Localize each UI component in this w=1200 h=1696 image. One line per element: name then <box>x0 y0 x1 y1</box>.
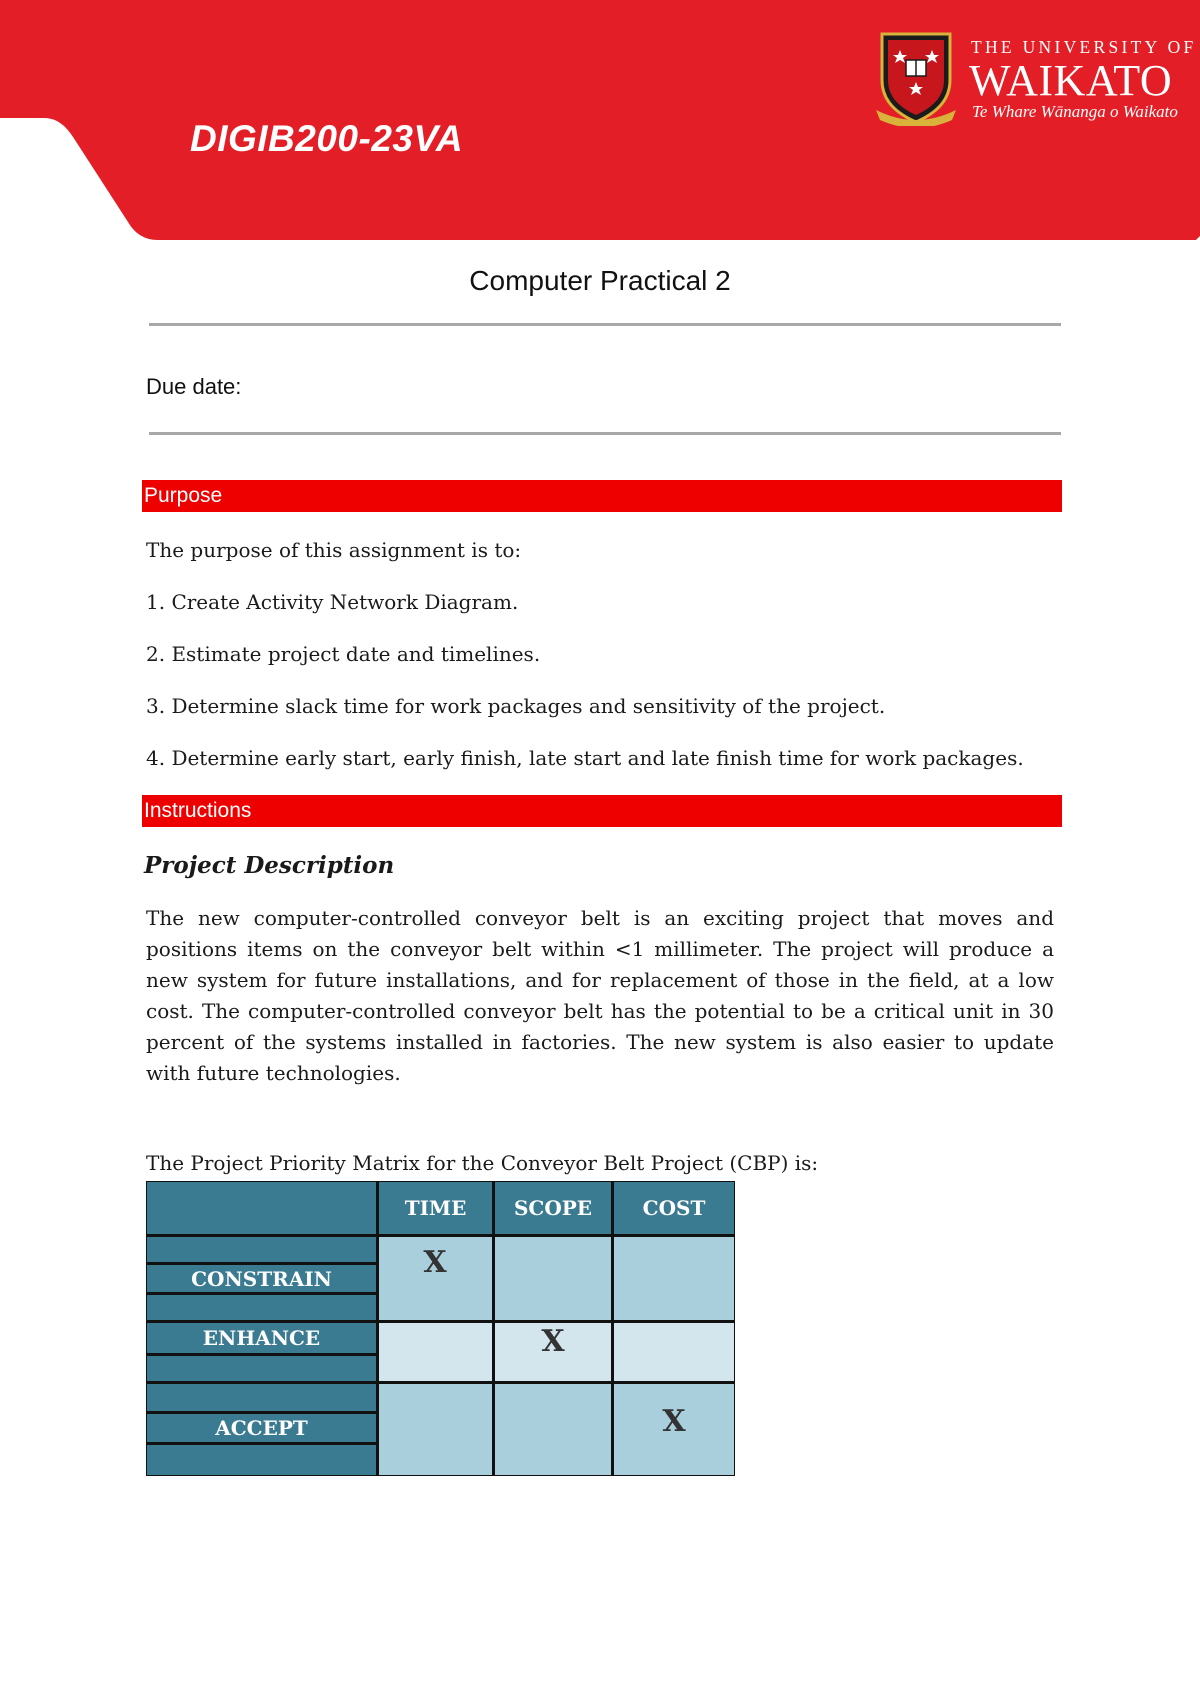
project-description-text: The new computer-controlled conveyor belt is an exciting project that moves and positions items on the conveyor belt within <1 millimeter. The project will produce a new system for future installations, and for replacement of those in the field, at a low cost. The computer-controlled conveyor belt has the potential to be a critical unit in 30 percent of the systems installed in factories. The new system is also easier to update with future technologies. <box>146 906 1054 1085</box>
matrix-label-band <box>147 1237 376 1262</box>
purpose-intro: The purpose of this assignment is to: <box>146 538 522 562</box>
matrix-header-cost: COST <box>614 1182 734 1234</box>
matrix-cell-constrain-cost <box>614 1237 734 1320</box>
university-name-top: THE UNIVERSITY OF <box>971 37 1197 57</box>
university-motto: Te Whare Wānanga o Waikato <box>972 102 1178 121</box>
instructions-heading: Instructions <box>142 795 1062 827</box>
matrix-row-label-constrain: CONSTRAIN <box>147 1265 376 1292</box>
university-logo[interactable] <box>876 30 1197 126</box>
matrix-label-band <box>147 1384 376 1411</box>
matrix-caption: The Project Priority Matrix for the Conveyor Belt Project (CBP) is: <box>146 1151 819 1175</box>
purpose-item-3: 3. Determine slack time for work packages and sensitivity of the project. <box>146 694 886 718</box>
matrix-mark: X <box>662 1404 686 1439</box>
purpose-item-4: 4. Determine early start, early finish, late start and late finish time for work packages. <box>146 746 1024 770</box>
matrix-corner-cell <box>147 1182 376 1234</box>
matrix-row-label-accept: ACCEPT <box>147 1414 376 1442</box>
university-name: WAIKATO <box>969 56 1173 105</box>
project-description-heading: Project Description <box>144 852 395 879</box>
due-date-divider <box>149 432 1061 435</box>
matrix-label-band <box>147 1445 376 1475</box>
matrix-label-band <box>147 1356 376 1381</box>
purpose-item-2: 2. Estimate project date and timelines. <box>146 642 541 666</box>
matrix-cell-enhance-scope <box>495 1323 611 1381</box>
matrix-cell-constrain-time <box>379 1237 492 1320</box>
matrix-header-scope: SCOPE <box>495 1182 611 1234</box>
matrix-label-band <box>147 1295 376 1320</box>
due-date-label: Due date: <box>146 374 242 399</box>
purpose-heading: Purpose <box>142 480 1062 512</box>
page-title: Computer Practical 2 <box>469 265 731 296</box>
purpose-item-1: 1. Create Activity Network Diagram. <box>146 590 519 614</box>
matrix-cell-accept-scope <box>495 1384 611 1475</box>
title-divider <box>149 323 1061 326</box>
course-code: DIGIB200-23VA <box>190 118 464 159</box>
matrix-cell-accept-time <box>379 1384 492 1475</box>
matrix-cell-accept-cost <box>614 1384 734 1475</box>
matrix-mark: X <box>423 1245 447 1280</box>
matrix-cell-enhance-time <box>379 1323 492 1381</box>
matrix-cell-enhance-cost <box>614 1323 734 1381</box>
matrix-cell-constrain-scope <box>495 1237 611 1320</box>
matrix-header-time: TIME <box>379 1182 492 1234</box>
crest-icon <box>876 30 956 126</box>
priority-matrix <box>146 1181 735 1476</box>
matrix-mark: X <box>541 1324 565 1359</box>
matrix-row-label-enhance: ENHANCE <box>147 1323 376 1353</box>
